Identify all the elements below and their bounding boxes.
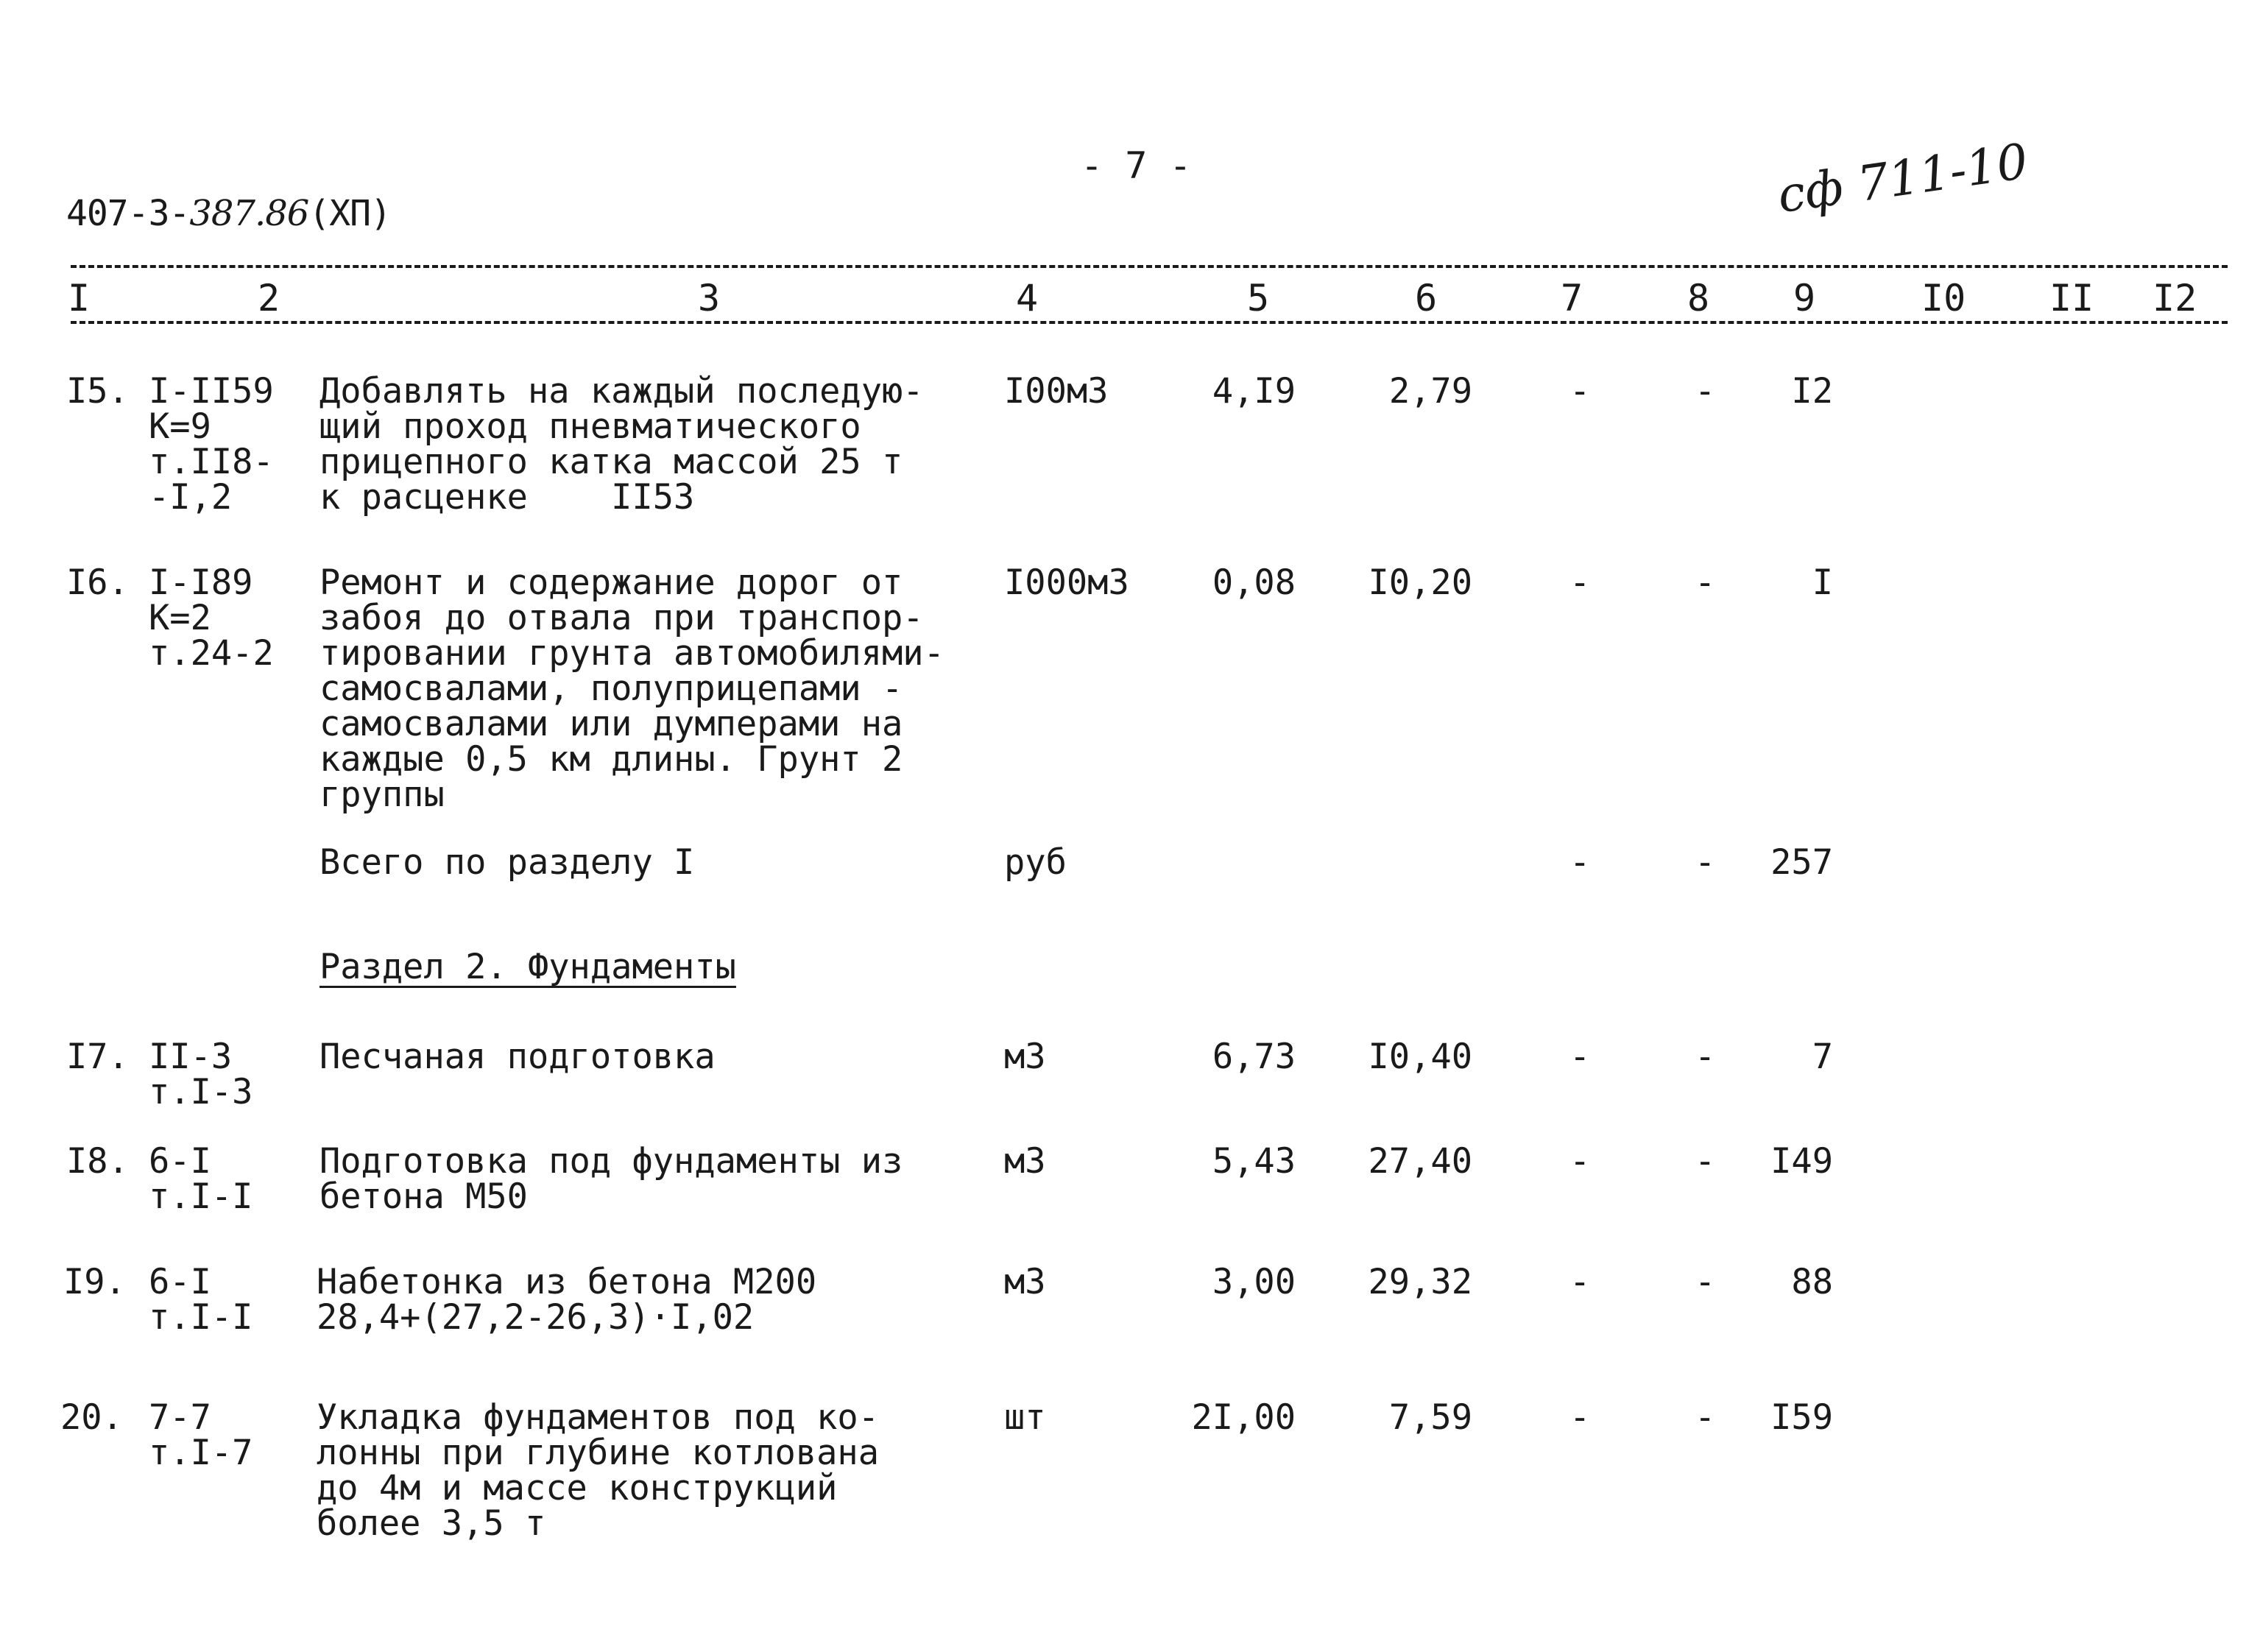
unit-price: 27,40 bbox=[1368, 1141, 1472, 1182]
row-number: 20. bbox=[60, 1397, 123, 1438]
row-number: I9. bbox=[63, 1262, 126, 1302]
document-number bbox=[66, 193, 391, 234]
table-top-rule bbox=[71, 265, 2228, 268]
rate-code: 6-I т.I-I bbox=[149, 1262, 253, 1338]
table-header-rule bbox=[71, 321, 2228, 324]
total-cost: I59 bbox=[1770, 1397, 1833, 1438]
column-7-value: - bbox=[1569, 371, 1591, 412]
total-cost: I49 bbox=[1770, 1141, 1833, 1182]
unit-price: 7,59 bbox=[1388, 1397, 1472, 1438]
quantity: 2I,00 bbox=[1191, 1397, 1296, 1438]
total-cost: I2 bbox=[1791, 371, 1833, 412]
work-description: Песчаная подготовка bbox=[319, 1037, 716, 1077]
column-header-7: 7 bbox=[1561, 277, 1583, 320]
total-cost: I bbox=[1812, 562, 1833, 603]
column-8-value: - bbox=[1695, 371, 1716, 412]
unit-price: 29,32 bbox=[1368, 1262, 1472, 1302]
column-header-11: II bbox=[2049, 277, 2094, 320]
quantity: 3,00 bbox=[1212, 1262, 1296, 1302]
column-header-5: 5 bbox=[1247, 277, 1270, 320]
column-8-value: - bbox=[1695, 1141, 1716, 1182]
column-header-6: 6 bbox=[1415, 277, 1438, 320]
total-cost: 88 bbox=[1791, 1262, 1833, 1302]
column-8-value: - bbox=[1695, 562, 1716, 603]
unit: руб bbox=[1004, 842, 1067, 883]
doc-number-suffix: (ХП) bbox=[308, 193, 391, 234]
column-7-value: - bbox=[1569, 562, 1591, 603]
column-8-value: - bbox=[1695, 1037, 1716, 1077]
unit: м3 bbox=[1004, 1262, 1046, 1302]
row-number: I8. bbox=[66, 1141, 129, 1182]
column-7-value: - bbox=[1569, 842, 1591, 883]
rate-code: II-3 т.I-3 bbox=[149, 1037, 253, 1112]
column-header-10: I0 bbox=[1921, 277, 1966, 320]
unit: I00м3 bbox=[1004, 371, 1109, 412]
quantity: 5,43 bbox=[1212, 1141, 1296, 1182]
column-header-4: 4 bbox=[1016, 277, 1039, 320]
quantity: 4,I9 bbox=[1212, 371, 1296, 412]
page-number: - 7 - bbox=[1081, 144, 1192, 187]
unit: шт bbox=[1004, 1397, 1046, 1438]
work-description: Набетонка из бетона М200 28,4+(27,2-26,3)·I,02 bbox=[317, 1262, 817, 1338]
work-description: Ремонт и содержание дорог от забоя до отвала при транспор- тировании грунта автомобилями- самосвалами, полуприцепами - самосвалами или думперами на каждые 0,5 км длины. Грунт 2 группы bbox=[319, 562, 944, 815]
column-header-3: 3 bbox=[698, 277, 721, 320]
section-total-label: Всего по разделу I bbox=[319, 842, 695, 883]
unit: м3 bbox=[1004, 1037, 1046, 1077]
column-7-value: - bbox=[1569, 1262, 1591, 1302]
unit-price: I0,40 bbox=[1368, 1037, 1472, 1077]
unit-price: 2,79 bbox=[1388, 371, 1472, 412]
row-number: I7. bbox=[66, 1037, 129, 1077]
unit: м3 bbox=[1004, 1141, 1046, 1182]
work-description: Подготовка под фундаменты из бетона М50 bbox=[319, 1141, 903, 1217]
unit-price: I0,20 bbox=[1368, 562, 1472, 603]
column-8-value: - bbox=[1695, 1397, 1716, 1438]
column-header-8: 8 bbox=[1687, 277, 1710, 320]
work-description: Укладка фундаментов под ко- лонны при глубине котлована до 4м и массе конструкций более 3,5 т bbox=[317, 1397, 880, 1544]
rate-code: 6-I т.I-I bbox=[149, 1141, 253, 1217]
section-total-value: 257 bbox=[1770, 842, 1833, 883]
column-7-value: - bbox=[1569, 1141, 1591, 1182]
total-cost: 7 bbox=[1812, 1037, 1833, 1077]
rate-code: 7-7 т.I-7 bbox=[149, 1397, 253, 1473]
quantity: 6,73 bbox=[1212, 1037, 1296, 1077]
column-8-value: - bbox=[1695, 1262, 1716, 1302]
row-number: I5. bbox=[66, 371, 129, 412]
doc-number-prefix: 407-3- bbox=[66, 193, 190, 234]
column-8-value: - bbox=[1695, 842, 1716, 883]
doc-number-handwritten: 387.86 bbox=[189, 193, 309, 234]
rate-code: I-I89 К=2 т.24-2 bbox=[149, 562, 274, 674]
rate-code: I-II59 К=9 т.II8- -I,2 bbox=[149, 371, 274, 518]
column-7-value: - bbox=[1569, 1397, 1591, 1438]
column-7-value: - bbox=[1569, 1037, 1591, 1077]
column-header-1: I bbox=[68, 277, 91, 320]
column-header-9: 9 bbox=[1793, 277, 1816, 320]
unit: I000м3 bbox=[1004, 562, 1129, 603]
row-number: I6. bbox=[66, 562, 129, 603]
column-header-12: I2 bbox=[2153, 277, 2197, 320]
quantity: 0,08 bbox=[1212, 562, 1296, 603]
work-description: Добавлять на каждый последую- щий проход пневматического прицепного катка массой 25 т к расценке II53 bbox=[319, 371, 924, 518]
handwritten-note: сф 711-10 bbox=[1774, 133, 2032, 225]
column-header-2: 2 bbox=[258, 277, 280, 320]
section-heading: Раздел 2. Фундаменты bbox=[319, 947, 736, 987]
